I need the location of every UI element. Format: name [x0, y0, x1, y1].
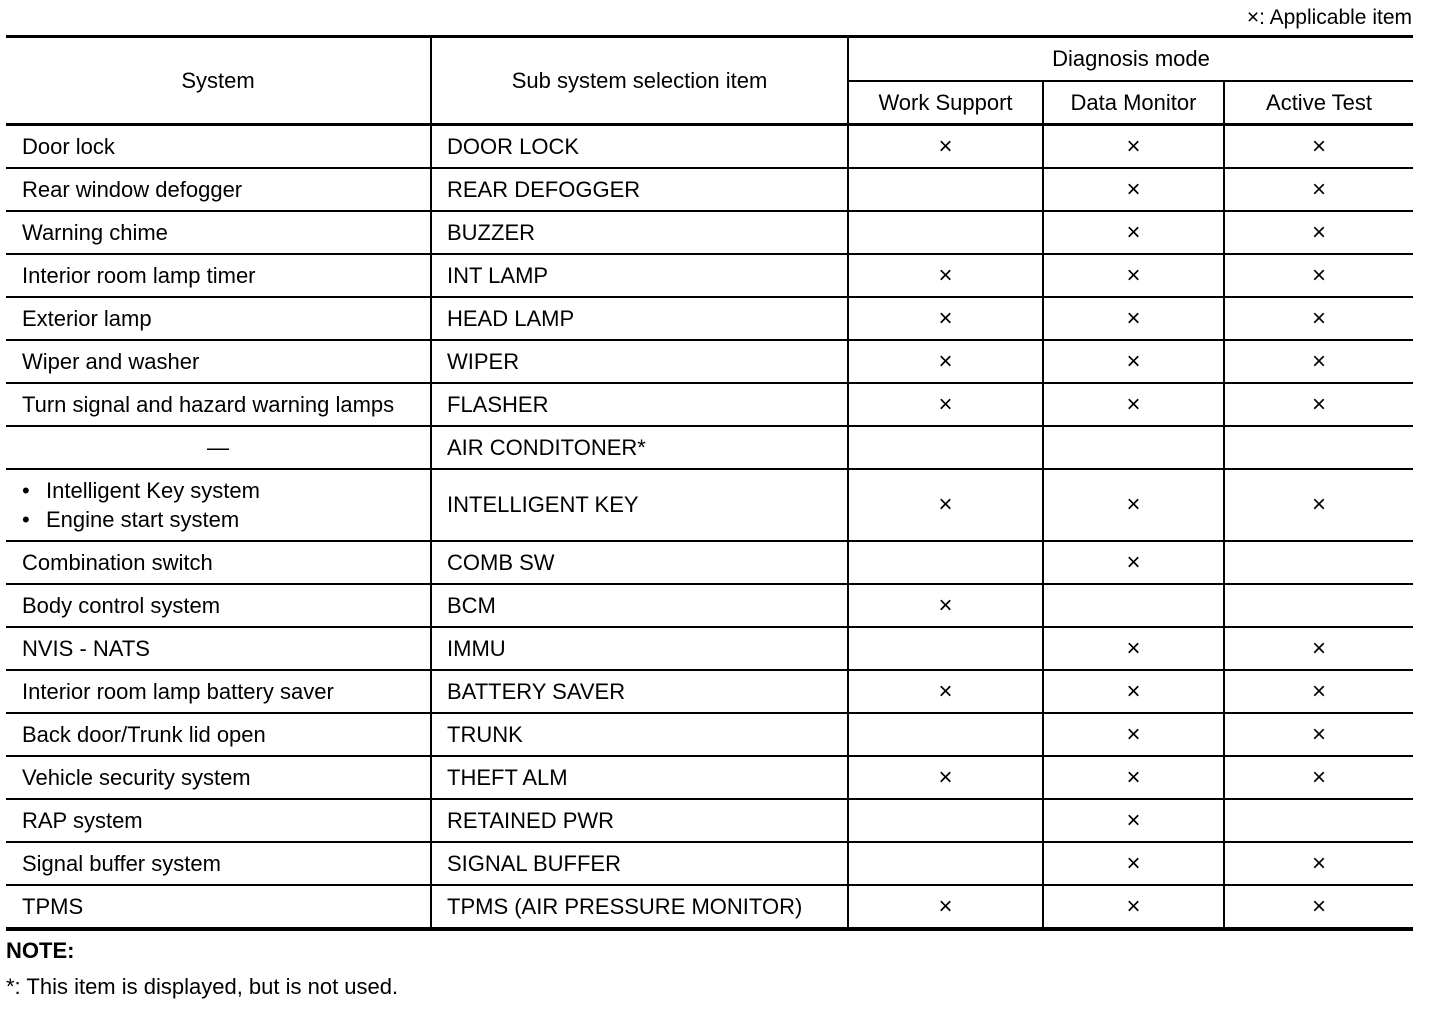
data-monitor-mark: ×: [1043, 756, 1224, 799]
bullet-icon: •: [22, 507, 30, 532]
data-monitor-mark: ×: [1043, 168, 1224, 211]
sub-system-cell: TPMS (AIR PRESSURE MONITOR): [431, 885, 848, 929]
system-cell: Rear window defogger: [6, 168, 431, 211]
active-test-mark: [1224, 541, 1413, 584]
work-support-mark: [848, 713, 1043, 756]
note-body: *: This item is displayed, but is not used.: [6, 974, 399, 999]
system-cell: Wiper and washer: [6, 340, 431, 383]
active-test-mark: ×: [1224, 168, 1413, 211]
table-row: [6, 125, 1413, 169]
work-support-mark: [848, 168, 1043, 211]
system-cell: Combination switch: [6, 541, 431, 584]
header-sub-system: Sub system selection item: [431, 37, 848, 125]
data-monitor-mark: ×: [1043, 541, 1224, 584]
system-cell: Turn signal and hazard warning lamps: [6, 383, 431, 426]
system-bullet-item: [22, 476, 430, 505]
data-monitor-mark: ×: [1043, 885, 1224, 929]
sub-system-cell: RETAINED PWR: [431, 799, 848, 842]
data-monitor-mark: ×: [1043, 383, 1224, 426]
header-diagnosis-mode: Diagnosis mode: [848, 37, 1413, 82]
table-row: [6, 211, 1413, 254]
table-row: [6, 254, 1413, 297]
system-cell: Body control system: [6, 584, 431, 627]
table-row: [6, 670, 1413, 713]
work-support-mark: ×: [848, 340, 1043, 383]
sub-system-cell: WIPER: [431, 340, 848, 383]
table-row: [6, 340, 1413, 383]
data-monitor-mark: ×: [1043, 125, 1224, 169]
system-bullet-text: Engine start system: [46, 507, 240, 532]
sub-system-cell: AIR CONDITONER*: [431, 426, 848, 469]
table-row: [6, 627, 1413, 670]
sub-system-cell: THEFT ALM: [431, 756, 848, 799]
sub-system-cell: SIGNAL BUFFER: [431, 842, 848, 885]
sub-system-cell: BATTERY SAVER: [431, 670, 848, 713]
data-monitor-mark: ×: [1043, 211, 1224, 254]
work-support-mark: ×: [848, 383, 1043, 426]
sub-system-cell: DOOR LOCK: [431, 125, 848, 169]
header-work-support: Work Support: [848, 81, 1043, 125]
header-system: System: [6, 37, 431, 125]
sub-system-cell: HEAD LAMP: [431, 297, 848, 340]
active-test-mark: ×: [1224, 842, 1413, 885]
system-cell: TPMS: [6, 885, 431, 929]
work-support-mark: [848, 541, 1043, 584]
diagnosis-table: [6, 35, 1413, 931]
system-cell: [6, 469, 431, 541]
table-row: [6, 799, 1413, 842]
table-row: [6, 541, 1413, 584]
bullet-icon: •: [22, 478, 30, 503]
sub-system-cell: FLASHER: [431, 383, 848, 426]
sub-system-cell: REAR DEFOGGER: [431, 168, 848, 211]
sub-system-cell: COMB SW: [431, 541, 848, 584]
active-test-mark: [1224, 799, 1413, 842]
active-test-mark: [1224, 426, 1413, 469]
active-test-mark: ×: [1224, 211, 1413, 254]
table-row: [6, 584, 1413, 627]
data-monitor-mark: ×: [1043, 713, 1224, 756]
system-cell: Vehicle security system: [6, 756, 431, 799]
header-active-test: Active Test: [1224, 81, 1413, 125]
table-row: [6, 426, 1413, 469]
data-monitor-mark: ×: [1043, 340, 1224, 383]
system-cell: NVIS - NATS: [6, 627, 431, 670]
sub-system-cell: BCM: [431, 584, 848, 627]
data-monitor-mark: ×: [1043, 670, 1224, 713]
work-support-mark: ×: [848, 756, 1043, 799]
sub-system-cell: TRUNK: [431, 713, 848, 756]
system-cell: Warning chime: [6, 211, 431, 254]
work-support-mark: ×: [848, 254, 1043, 297]
work-support-mark: ×: [848, 670, 1043, 713]
table-row: [6, 713, 1413, 756]
data-monitor-mark: ×: [1043, 627, 1224, 670]
work-support-mark: [848, 627, 1043, 670]
sub-system-cell: INT LAMP: [431, 254, 848, 297]
table-row: [6, 469, 1413, 541]
note-title: NOTE:: [6, 938, 75, 963]
table-row: [6, 297, 1413, 340]
active-test-mark: ×: [1224, 627, 1413, 670]
data-monitor-mark: ×: [1043, 842, 1224, 885]
system-cell: —: [6, 426, 431, 469]
active-test-mark: ×: [1224, 713, 1413, 756]
table-row: [6, 756, 1413, 799]
work-support-mark: ×: [848, 125, 1043, 169]
sub-system-cell: BUZZER: [431, 211, 848, 254]
work-support-mark: ×: [848, 885, 1043, 929]
table-row: [6, 885, 1413, 929]
system-cell: Exterior lamp: [6, 297, 431, 340]
work-support-mark: ×: [848, 584, 1043, 627]
active-test-mark: ×: [1224, 885, 1413, 929]
active-test-mark: ×: [1224, 297, 1413, 340]
system-cell: Interior room lamp timer: [6, 254, 431, 297]
data-monitor-mark: ×: [1043, 469, 1224, 541]
work-support-mark: ×: [848, 469, 1043, 541]
active-test-mark: ×: [1224, 469, 1413, 541]
work-support-mark: [848, 799, 1043, 842]
system-cell: Door lock: [22, 133, 115, 159]
system-cell: Interior room lamp battery saver: [6, 670, 431, 713]
active-test-mark: ×: [1224, 340, 1413, 383]
system-cell: Signal buffer system: [6, 842, 431, 885]
active-test-mark: ×: [1224, 670, 1413, 713]
sub-system-cell: IMMU: [431, 627, 848, 670]
system-cell: RAP system: [6, 799, 431, 842]
active-test-mark: ×: [1224, 383, 1413, 426]
active-test-mark: [1224, 584, 1413, 627]
table-row: [6, 842, 1413, 885]
system-bullet-text: Intelligent Key system: [46, 478, 260, 503]
system-bullet-item: [22, 505, 430, 534]
data-monitor-mark: ×: [1043, 297, 1224, 340]
work-support-mark: [848, 211, 1043, 254]
header-data-monitor: Data Monitor: [1043, 81, 1224, 125]
table-row: [6, 383, 1413, 426]
work-support-mark: [848, 426, 1043, 469]
system-cell: Back door/Trunk lid open: [6, 713, 431, 756]
sub-system-cell: INTELLIGENT KEY: [431, 469, 848, 541]
legend-note: ×: Applicable item: [1246, 6, 1412, 29]
active-test-mark: ×: [1224, 756, 1413, 799]
data-monitor-mark: [1043, 426, 1224, 469]
data-monitor-mark: ×: [1043, 254, 1224, 297]
data-monitor-mark: [1043, 584, 1224, 627]
data-monitor-mark: ×: [1043, 799, 1224, 842]
table-row: [6, 168, 1413, 211]
active-test-mark: ×: [1224, 254, 1413, 297]
active-test-mark: ×: [1224, 125, 1413, 169]
work-support-mark: ×: [848, 297, 1043, 340]
work-support-mark: [848, 842, 1043, 885]
